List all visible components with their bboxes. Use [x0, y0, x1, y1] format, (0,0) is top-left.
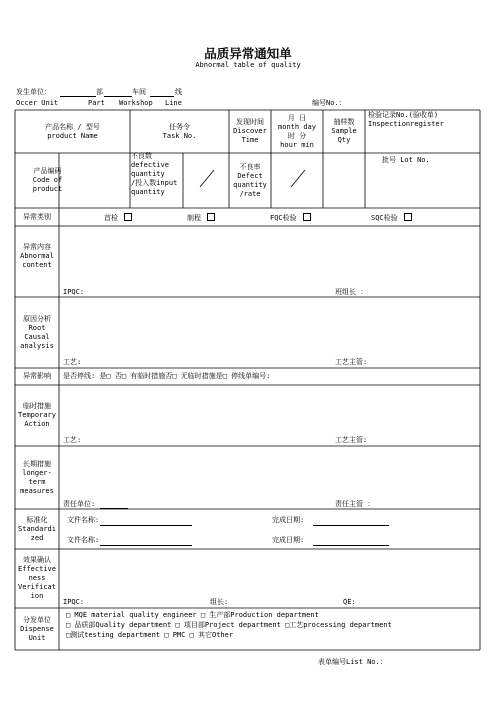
first-inspection-checkbox[interactable]: [124, 213, 132, 221]
effectiveness-label: 效果确认 Effective ness Verificat ion: [18, 556, 56, 600]
process-label: 制程: [187, 214, 201, 222]
product-name-label: 产品名称 / 型号 product Name: [45, 122, 100, 140]
file-name-input-2[interactable]: [100, 545, 192, 546]
page-subtitle: Abnormal table of quality: [195, 61, 301, 69]
root-cause-label: 原因分析 Root Causal analysis: [20, 314, 54, 350]
inspection-register-label: 检验记录No.(验收单) Inspectionregister: [368, 111, 444, 128]
first-inspection-label: 首检: [104, 214, 118, 222]
temp-craft-label: 工艺:: [63, 436, 82, 444]
cause-craft-label: 工艺:: [63, 358, 82, 366]
sqc-option[interactable]: [371, 213, 414, 223]
sqc-checkbox[interactable]: [404, 213, 412, 221]
abnormal-type-label: 异常类别: [23, 212, 51, 221]
cause-craft-manager-label: 工艺主管:: [335, 358, 368, 366]
dept-label: 部: [96, 88, 103, 96]
workshop-label: 车间: [132, 88, 146, 96]
done-date-label-1: 完成日期:: [272, 516, 305, 524]
part-label-en: Part: [88, 99, 105, 107]
process-checkbox[interactable]: [207, 213, 215, 221]
responsible-unit-blank[interactable]: [100, 508, 128, 509]
page-title: 品质异常通知单: [204, 46, 292, 61]
sqc-label: SQC检验: [371, 214, 398, 222]
line-label: 线: [175, 88, 182, 96]
workshop-label-en: Workshop: [119, 99, 153, 107]
sample-qty-label: 抽样数 Sample Qty: [331, 118, 357, 144]
longterm-measures-label: 长期措施 longer- term measures: [20, 459, 54, 495]
line-label-en: Line: [165, 99, 182, 107]
responsible-unit-label: 责任单位:: [63, 500, 96, 508]
done-date-label-2: 完成日期:: [272, 536, 305, 544]
product-code-label: 产品编码 Code of product: [32, 167, 63, 193]
done-date-input-1[interactable]: [313, 525, 389, 526]
list-number-label: 表单编号List No.：: [318, 658, 387, 666]
process-option[interactable]: [187, 213, 217, 223]
responsible-manager-label: 责任主管 ：: [335, 500, 375, 508]
fqc-checkbox[interactable]: [303, 213, 311, 221]
group-leader-label: 组长:: [210, 598, 229, 606]
occur-unit-label-cn: 发生单位：: [16, 88, 51, 96]
file-name-label-1: 文件名称:: [67, 516, 100, 524]
done-date-input-2[interactable]: [313, 545, 389, 546]
dispense-unit-label: 分发单位 Dispense Unit: [20, 615, 54, 642]
dispense-options-line-3[interactable]: □测试testing department □ PMC □ 其它Other: [66, 631, 234, 639]
line-stop-options[interactable]: 是否停线: 是□ 否□ 有临时措施否□ 无临时措施是□ 停线单编号:: [63, 372, 271, 380]
defect-rate-label: 不良率 Defect quantity /rate: [233, 162, 267, 198]
standardized-label: 标准化 Standardi zed: [18, 515, 56, 542]
fqc-label: FQC检验: [270, 214, 297, 222]
dispense-options-line-1[interactable]: □ MQE material quality engineer □ 生产部Production department: [66, 611, 319, 619]
occur-unit-label-en: Occer Unit: [16, 99, 59, 107]
task-no-label: 任务令 Task No.: [162, 122, 197, 140]
ipqc-sign-label: IPQC:: [63, 288, 85, 296]
file-name-input-1[interactable]: [100, 525, 192, 526]
team-leader-label: 班组长 ：: [335, 288, 368, 296]
temporary-action-label: 临时措施 Temporary Action: [18, 402, 56, 428]
dispense-options-line-2[interactable]: □ 品质部Quality department □ 项目部Project department □工艺processing department: [66, 621, 392, 629]
qe-label: QE:: [343, 598, 356, 606]
abnormal-content-label: 异常内容 Abnormal content: [20, 242, 54, 269]
fqc-option[interactable]: [270, 213, 313, 223]
lot-no-label: 批号 Lot No.: [382, 156, 430, 164]
effect-ipqc-label: IPQC:: [63, 598, 85, 606]
temp-craft-manager-label: 工艺主管:: [335, 436, 368, 444]
number-label: 编号No.：: [312, 99, 346, 107]
discover-time-label: 发现时间 Discover Time: [233, 118, 267, 144]
file-name-label-2: 文件名称:: [67, 536, 100, 544]
abnormal-impact-label: 异常影响: [23, 372, 51, 380]
first-inspection-option[interactable]: [104, 213, 134, 223]
defective-input-qty-label: 不良数 defective quantity /投入数input quantity: [131, 152, 178, 196]
datetime-field[interactable]: 月 日 month day 时 分 hour min: [278, 113, 316, 149]
